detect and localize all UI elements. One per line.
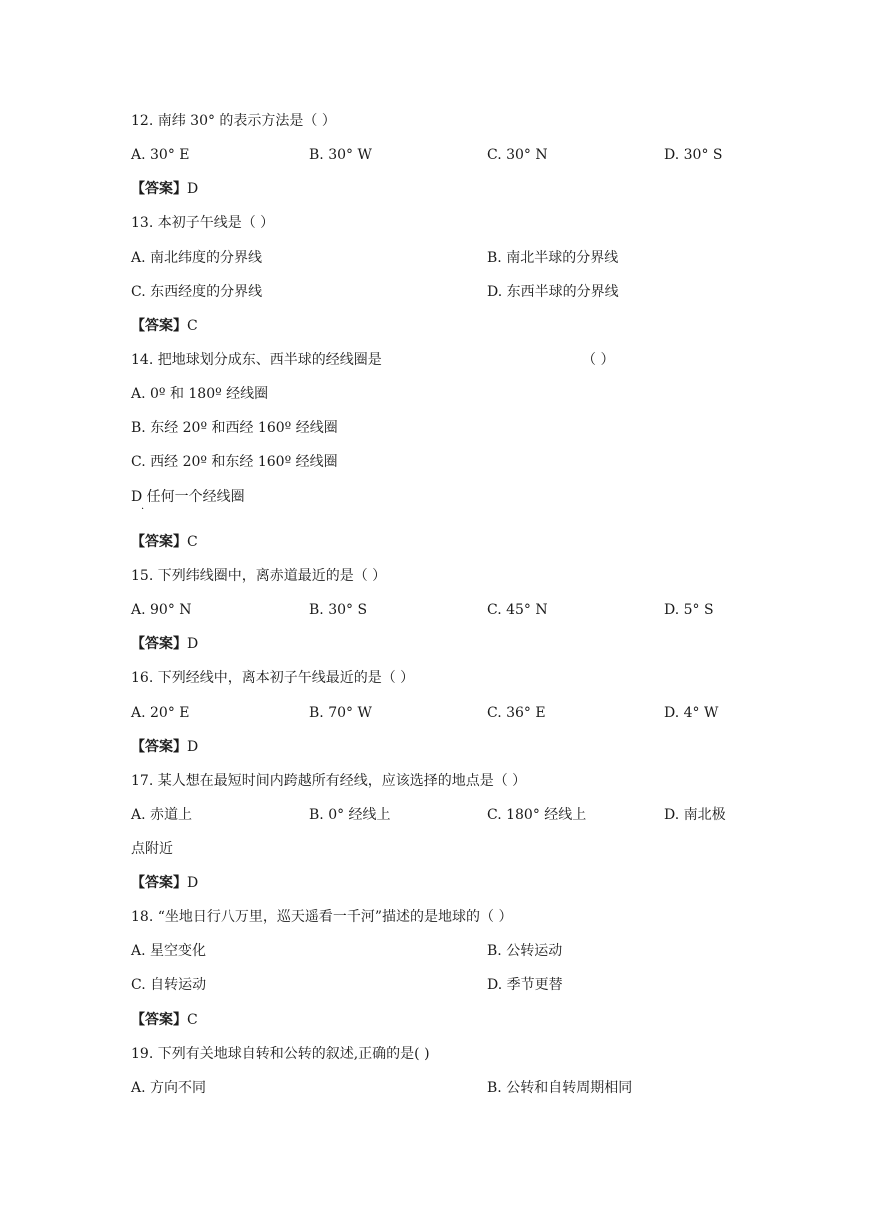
q16-answer — [131, 737, 198, 757]
answer-value: D — [187, 636, 199, 652]
answer-value: C — [187, 1012, 198, 1028]
q14-stem: 14. 把地球划分成东、西半球的经线圈是 — [131, 352, 382, 368]
answer-label: 【答案】 — [131, 181, 187, 197]
q15-option-b: B. 30° S — [309, 602, 368, 618]
q17-option-a: A. 赤道上 — [131, 807, 193, 823]
q13-option-c: C. 东西经度的分界线 — [131, 284, 263, 300]
q16-option-c: C. 36° E — [487, 705, 546, 721]
q13-stem: 13. 本初子午线是（ ） — [131, 215, 275, 231]
q17-option-d-wrap: 点附近 — [131, 841, 173, 857]
q14-option-b: B. 东经 20º 和西经 160º 经线圈 — [131, 420, 338, 436]
stray-dot: · — [141, 504, 145, 515]
q12-option-a: A. 30° E — [131, 147, 190, 163]
q16-stem: 16. 下列经线中，离本初子午线最近的是（ ） — [131, 670, 415, 686]
answer-value: C — [187, 318, 198, 334]
q12-option-b: B. 30° W — [309, 147, 372, 163]
q16-option-a: A. 20° E — [131, 705, 190, 721]
q15-answer — [131, 634, 198, 654]
answer-label: 【答案】 — [131, 875, 187, 891]
q14-option-a: A. 0º 和 180º 经线圈 — [131, 386, 269, 402]
q17-answer — [131, 873, 198, 893]
q16-option-d: D. 4° W — [664, 705, 719, 721]
q14-option-c: C. 西经 20º 和东经 160º 经线圈 — [131, 454, 338, 470]
q17-stem: 17. 某人想在最短时间内跨越所有经线，应该选择的地点是（ ） — [131, 773, 527, 789]
q18-option-c: C. 自转运动 — [131, 977, 207, 993]
answer-label: 【答案】 — [131, 534, 187, 550]
answer-value: D — [187, 181, 199, 197]
q13-option-d: D. 东西半球的分界线 — [487, 284, 619, 300]
q15-stem: 15. 下列纬线圈中，离赤道最近的是（ ） — [131, 568, 387, 584]
q12-stem: 12. 南纬 30° 的表示方法是（ ） — [131, 113, 336, 129]
q18-option-d: D. 季节更替 — [487, 977, 563, 993]
q14-answer — [131, 532, 198, 552]
q17-option-d: D. 南北极 — [664, 807, 726, 823]
answer-label: 【答案】 — [131, 1012, 187, 1028]
answer-label: 【答案】 — [131, 318, 187, 334]
answer-label: 【答案】 — [131, 636, 187, 652]
q13-option-b: B. 南北半球的分界线 — [487, 250, 619, 266]
q19-option-a: A. 方向不同 — [131, 1080, 207, 1096]
q14-option-d: D 任何一个经线圈 — [131, 489, 245, 505]
q16-option-b: B. 70° W — [309, 705, 372, 721]
q15-option-a: A. 90° N — [131, 602, 192, 618]
q17-option-b: B. 0° 经线上 — [309, 807, 391, 823]
q12-answer — [131, 179, 198, 199]
q18-stem: 18. “坐地日行八万里，巡天遥看一千河”描述的是地球的（ ） — [131, 909, 513, 925]
answer-value: D — [187, 875, 199, 891]
q13-answer — [131, 316, 198, 336]
q17-option-c: C. 180° 经线上 — [487, 807, 587, 823]
q18-option-a: A. 星空变化 — [131, 943, 207, 959]
q14-paren: （ ） — [582, 352, 615, 368]
q15-option-c: C. 45° N — [487, 602, 548, 618]
q18-answer — [131, 1010, 198, 1030]
q12-option-c: C. 30° N — [487, 147, 548, 163]
q19-stem: 19. 下列有关地球自转和公转的叙述,正确的是( ) — [131, 1046, 430, 1062]
q13-option-a: A. 南北纬度的分界线 — [131, 250, 263, 266]
q12-option-d: D. 30° S — [664, 147, 723, 163]
answer-value: C — [187, 534, 198, 550]
answer-label: 【答案】 — [131, 739, 187, 755]
q15-option-d: D. 5° S — [664, 602, 714, 618]
q18-option-b: B. 公转运动 — [487, 943, 563, 959]
q19-option-b: B. 公转和自转周期相同 — [487, 1080, 633, 1096]
answer-value: D — [187, 739, 199, 755]
